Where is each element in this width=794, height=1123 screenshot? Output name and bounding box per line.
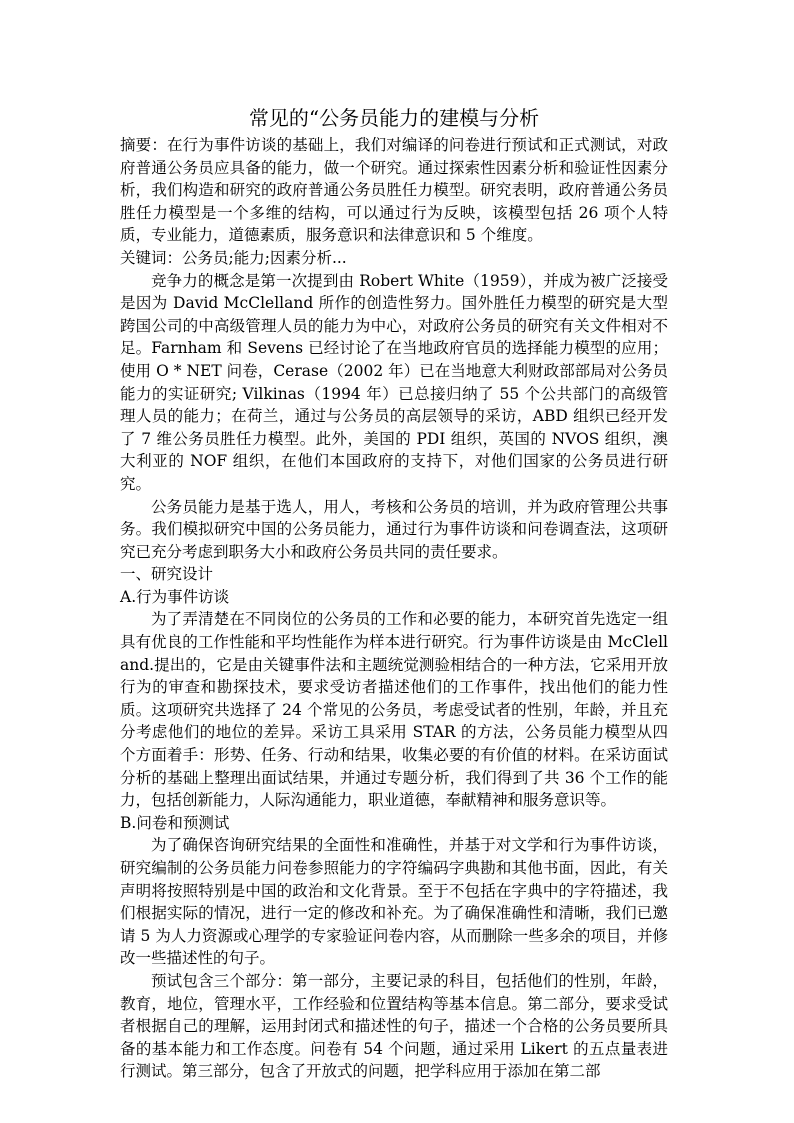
intro-paragraph-2: 公务员能力是基于选人，用人，考核和公务员的培训，并为政府管理公共事务。我们模拟研究中国的公务员能力，通过行为事件访谈和问卷调查法，这项研究已充分考虑到职务大小和政府公务员共同的责任要求。	[120, 497, 668, 561]
questionnaire-paragraph-2: 预试包含三个部分：第一部分，主要记录的科目，包括他们的性别，年龄，教育，地位，管理水平，工作经验和位置结构等基本信息。第二部分，要求受试者根据自己的理解，运用封闭式和描述性的句子，描述一个合格的公务员要所具备的基本能力和工作态度。问卷有 54 个问题，通过采用 Likert 的五点量表进行测试。第三部分，包含了开放式的问题，把学科应用于添加在第二部	[120, 971, 668, 1081]
document-title: 常见的“公务员能力的建模与分析	[248, 106, 540, 130]
keywords: 关键词：公务员;能力;因素分析...	[120, 248, 347, 267]
questionnaire-paragraph-1: 为了确保咨询研究结果的全面性和准确性，并基于对文学和行为事件访谈，研究编制的公务员能力问卷参照能力的字符编码字典勘和其他书面，因此，有关声明将按照特别是中国的政治和文化背景。至于不包括在字典中的字符描述，我们根据实际的情况，进行一定的修改和补充。为了确保准确性和清晰，我们已邀请 5 为人力资源或心理学的专家验证问卷内容，从而删除一些多余的项目，并修改一些描述性的句子。	[120, 836, 668, 968]
section-heading-research-design: 一、研究设计	[120, 565, 214, 584]
intro-paragraph-1: 竞争力的概念是第一次提到由 Robert White（1959），并成为被广泛接受是因为 David McClelland 所作的创造性努力。国外胜任力模型的研究是大型跨国公司的中高级管理人员的能力为中心，对政府公务员的研究有关文件相对不足。Farnham 和 Sevens 已经讨论了在当地政府官员的选择能力模型的应用；使用 O * NET 问卷，Cerase（2002 年）已在当地意大利财政部部局对公务员能力的实证研究; Vilkinas（1994 年）已总接归纳了 55 个公共部门的高级管理人员的能力；在荷兰，通过与公务员的高层领导的采访，ABD 组织已经开发了 7 维公务员胜任力模型。此外，美国的 PDI 组织，英国的 NVOS 组织，澳大利亚的 NOF 组织，在他们本国政府的支持下，对他们国家的公务员进行研究。	[120, 271, 668, 493]
subheading-questionnaire-pretest: B.问卷和预测试	[120, 813, 230, 832]
subheading-behavior-event-interview: A.行为事件访谈	[120, 587, 230, 606]
abstract: 摘要：在行为事件访谈的基础上，我们对编译的问卷进行预试和正式测试，对政府普通公务员应具备的能力，做一个研究。通过探索性因素分析和验证性因素分析，我们构造和研究的政府普通公务员胜任力模型。研究表明，政府普通公务员胜任力模型是一个多维的结构，可以通过行为反映，该模型包括 26 项个人特质，专业能力，道德素质，服务意识和法律意识和 5 个维度。	[120, 136, 668, 245]
behavior-event-interview-paragraph: 为了弄清楚在不同岗位的公务员的工作和必要的能力，本研究首先选定一组具有优良的工作性能和平均性能作为样本进行研究。行为事件访谈是由 McClelland.提出的，它是由关键事件法和主题统觉测验相结合的一种方法，它采用开放行为的审查和勘探技术，要求受访者描述他们的工作事件，找出他们的能力性质。这项研究共选择了 24 个常见的公务员，考虑受试者的性别，年龄，并且充分考虑他们的地位的差异。采访工具采用 STAR 的方法，公务员能力模型从四个方面着手：形势、任务、行动和结果，收集必要的有价值的材料。在采访面试分析的基础上整理出面试结果，并通过专题分析，我们得到了共 36 个工作的能力，包括创新能力，人际沟通能力，职业道德，奉献精神和服务意识等。	[120, 610, 668, 810]
